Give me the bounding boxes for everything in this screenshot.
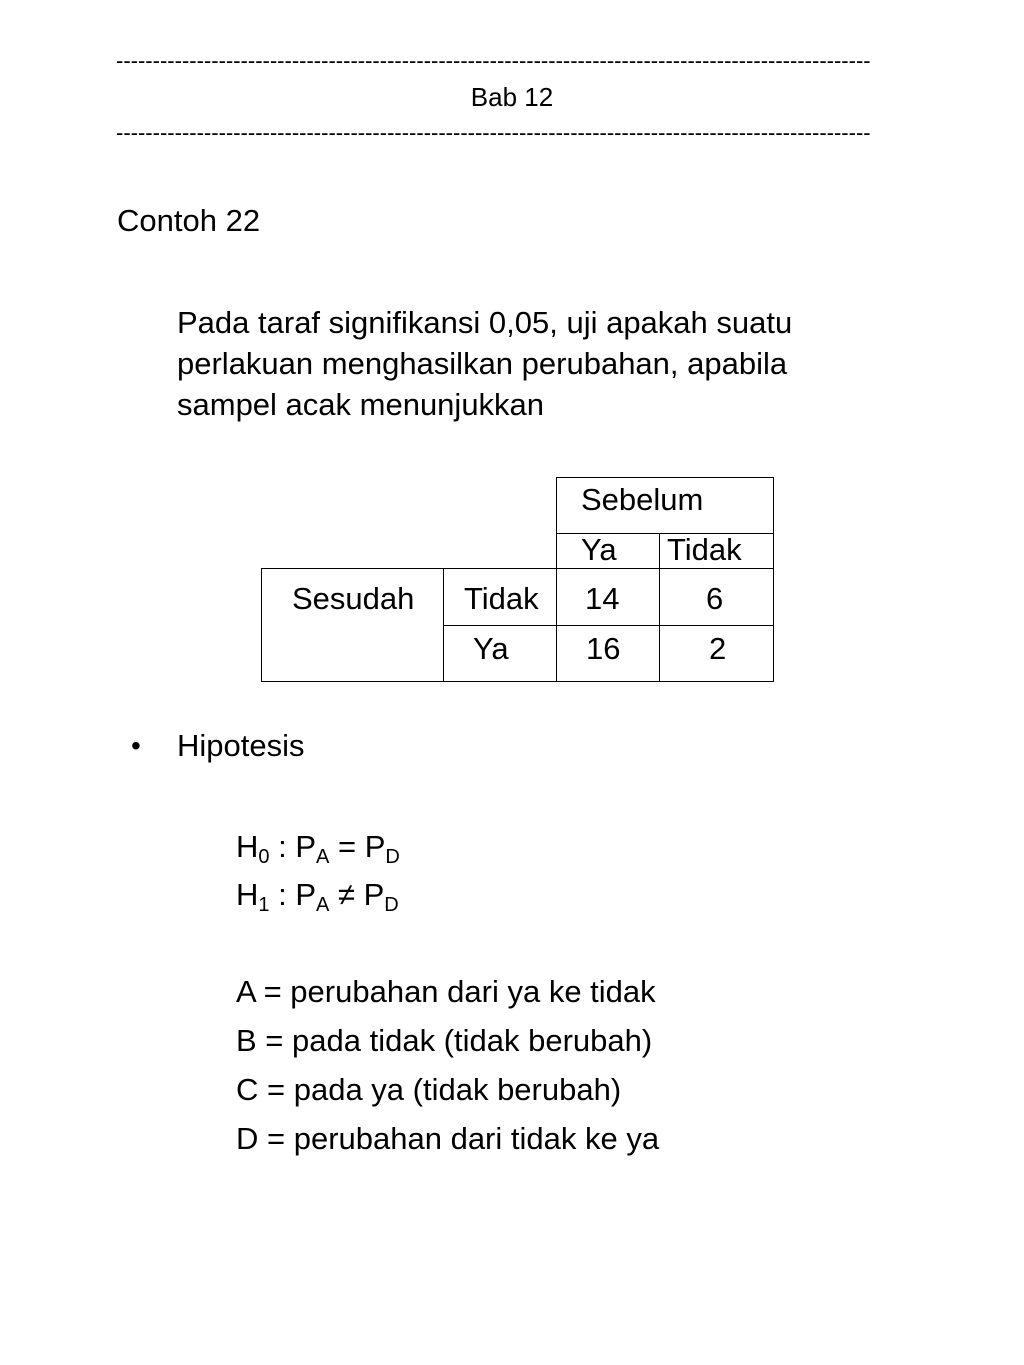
table-border xyxy=(556,477,557,682)
header-divider-top: ------------------------------------------------------------------------------------------------------- xyxy=(116,48,871,73)
bullet-icon: • xyxy=(131,730,141,761)
definition-c: C = pada ya (tidak berubah) xyxy=(236,1072,622,1107)
example-title: Contoh 22 xyxy=(117,203,261,238)
problem-line: Pada taraf signifikansi 0,05, uji apakah suatu xyxy=(177,305,793,340)
chapter-title: Bab 12 xyxy=(470,82,554,112)
alternative-hypothesis: $H_1$ : $P_A \ne P_D$ xyxy=(236,877,399,916)
table-border xyxy=(556,477,774,478)
definition-a: A = perubahan dari ya ke tidak xyxy=(236,974,656,1009)
hypothesis-heading: Hipotesis xyxy=(177,728,305,763)
table-cell: 2 xyxy=(709,631,727,666)
table-row-label: Ya xyxy=(473,631,509,666)
table-header-ya: Ya xyxy=(581,532,617,567)
table-border xyxy=(443,625,774,626)
table-border xyxy=(659,533,660,682)
definition-d: D = perubahan dari tidak ke ya xyxy=(236,1121,660,1156)
table-border xyxy=(261,681,774,682)
null-hypothesis: $H_0$ : $P_A = P_D$ xyxy=(236,829,400,868)
definition-b: B = pada tidak (tidak berubah) xyxy=(236,1023,653,1058)
table-cell: 6 xyxy=(706,581,724,616)
problem-statement xyxy=(177,302,792,425)
table-cell: 14 xyxy=(585,581,620,616)
header-divider-bottom: ------------------------------------------------------------------------------------------------------- xyxy=(116,120,871,145)
problem-line: perlakuan menghasilkan perubahan, apabila xyxy=(177,346,788,381)
table-row-label: Tidak xyxy=(464,581,539,616)
table-row-group-sesudah: Sesudah xyxy=(292,581,415,616)
table-header-tidak: Tidak xyxy=(667,532,742,567)
table-cell: 16 xyxy=(586,631,621,666)
table-border xyxy=(773,477,774,682)
table-border xyxy=(443,568,444,682)
table-border xyxy=(261,568,262,682)
problem-line: sampel acak menunjukkan xyxy=(177,387,545,422)
table-header-sebelum: Sebelum xyxy=(581,482,704,517)
table-border xyxy=(261,568,774,569)
